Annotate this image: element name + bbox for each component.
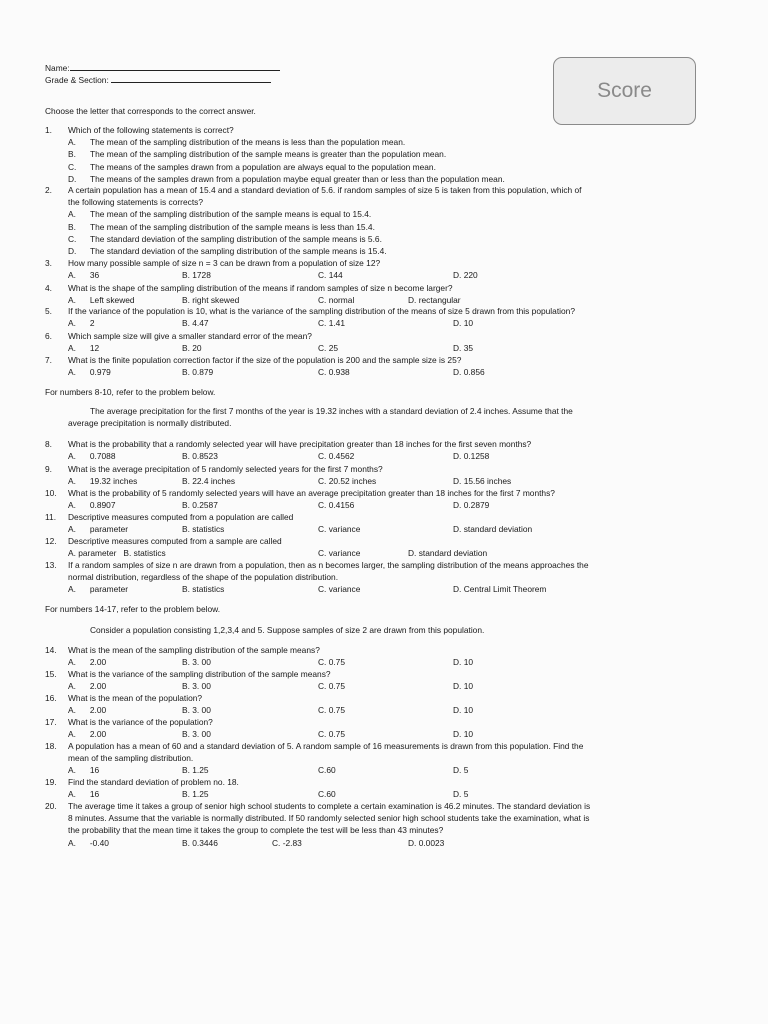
question-text: What is the average precipitation of 5 randomly selected years for the first 7 months? [68, 464, 383, 474]
answer-choice[interactable]: B. statistics [182, 584, 225, 595]
question-number: 11. [45, 512, 57, 522]
answer-choice[interactable]: B. 0.879 [182, 367, 214, 378]
answer-choice[interactable]: B. 1.25 [182, 789, 209, 800]
name-field [45, 61, 280, 73]
question-text: Find the standard deviation of problem no. 18. [68, 777, 239, 787]
answer-choice[interactable]: A. 2.00 [68, 705, 107, 716]
option-letter: D. [68, 246, 77, 256]
question-text: A population has a mean of 60 and a standard deviation of 5. A random sample of 16 measurements is drawn from this population. Find the [68, 741, 584, 751]
option-text[interactable]: The means of the samples drawn from a population maybe equal greater than or less than the population mean. [90, 173, 505, 184]
answer-choice[interactable]: B. 0.2587 [182, 500, 218, 511]
answer-choice[interactable]: D. 10 [453, 705, 474, 716]
answer-choice[interactable]: A. 2 [68, 318, 95, 329]
answer-choice[interactable]: A. Left skewed [68, 295, 135, 306]
answer-choice[interactable]: D. 5 [453, 789, 469, 800]
answer-choice[interactable]: A. 19.32 inches [68, 476, 138, 487]
answer-choice[interactable]: C. variance [318, 524, 361, 535]
question-number: 12. [45, 536, 57, 546]
question-number: 15. [45, 669, 57, 679]
instructions: Choose the letter that corresponds to the correct answer. [45, 106, 256, 116]
answer-choice[interactable]: B. right skewed [182, 295, 240, 306]
answer-choice[interactable]: A. parameter B. statistics [68, 548, 166, 559]
question-text: Which sample size will give a smaller standard error of the mean? [68, 331, 312, 341]
score-box [553, 57, 696, 125]
answer-choice[interactable]: D. 15.56 inches [453, 476, 512, 487]
answer-choice[interactable]: C. normal [318, 295, 355, 306]
answer-choice[interactable]: D. 0.2879 [453, 500, 490, 511]
answer-choice[interactable]: C. 0.75 [318, 681, 346, 692]
question-number: 5. [45, 306, 52, 316]
question-number: 13. [45, 560, 57, 570]
answer-choice[interactable]: A. 0.979 [68, 367, 111, 378]
question-text: What is the probability that a randomly selected year will have precipitation greater than 18 inches for the first seven months? [68, 439, 532, 449]
answer-choice[interactable]: A. -0.40 [68, 837, 109, 848]
answer-choice[interactable]: C. variance [318, 548, 361, 559]
answer-choice[interactable]: D. 10 [453, 681, 474, 692]
answer-choice[interactable]: C. 0.75 [318, 705, 346, 716]
answer-choice[interactable]: B. 22.4 inches [182, 476, 236, 487]
option-letter: A. [68, 209, 76, 220]
answer-choice[interactable]: C.60 [318, 765, 336, 776]
answer-choice[interactable]: D. 0.0023 [408, 837, 445, 848]
option-text[interactable]: The mean of the sampling distribution of the sample means is greater than the population mean. [90, 149, 447, 160]
question-text: What is the mean of the population? [68, 693, 203, 703]
answer-choice[interactable]: D. 5 [453, 765, 469, 776]
answer-choice[interactable]: D. 0.856 [453, 367, 485, 378]
question-text: A certain population has a mean of 15.4 and a standard deviation of 5.6. if random samples of size 5 is taken from this population, which of [68, 185, 582, 195]
name-blank[interactable] [70, 61, 280, 71]
answer-choice[interactable]: A. 2.00 [68, 681, 107, 692]
question-number: 8. [45, 439, 52, 449]
question-text: What is the mean of the sampling distribution of the sample means? [68, 645, 320, 655]
answer-choice[interactable]: C. 0.75 [318, 729, 346, 740]
answer-choice[interactable]: B. 0.3446 [182, 837, 218, 848]
question-number: 17. [45, 717, 57, 727]
question-number: 18. [45, 741, 57, 751]
option-text[interactable]: The mean of the sampling distribution of the sample means is less than 15.4. [90, 221, 375, 232]
grade-section-label: Grade & Section: [45, 75, 109, 85]
grade-section-blank[interactable] [111, 73, 271, 83]
answer-choice[interactable]: C. 0.4156 [318, 500, 355, 511]
answer-choice[interactable]: C. 0.938 [318, 367, 350, 378]
question-text: What is the shape of the sampling distribution of the means if random samples of size n become larger? [68, 283, 453, 293]
option-text[interactable]: The standard deviation of the sampling distribution of the sample means is 5.6. [90, 233, 382, 244]
question-number: 10. [45, 488, 57, 498]
question-number: 16. [45, 693, 57, 703]
problem-1-text-cont: average precipitation is normally distributed. [68, 418, 232, 428]
answer-choice[interactable]: D. rectangular [408, 295, 461, 306]
answer-choice[interactable]: B. 4.47 [182, 318, 209, 329]
question-number: 1. [45, 125, 52, 135]
question-number: 20. [45, 801, 57, 811]
name-label: Name: [45, 63, 70, 73]
problem-1-text: The average precipitation for the first 7 months of the year is 19.32 inches with a standard deviation of 2.4 inches. Assume that the [90, 406, 573, 416]
question-text: Descriptive measures computed from a sample are called [68, 536, 282, 546]
answer-choice[interactable]: D. standard deviation [408, 548, 488, 559]
option-text[interactable]: The mean of the sampling distribution of the sample means is equal to 15.4. [90, 209, 372, 220]
question-text: normal distribution, regardless of the shape of the population distribution. [68, 572, 339, 583]
answer-choice[interactable]: B. 20 [182, 343, 202, 354]
option-text[interactable]: The standard deviation of the sampling distribution of the sample means is 15.4. [90, 246, 387, 256]
question-number: 7. [45, 355, 52, 365]
answer-choice[interactable]: B. 3. 00 [182, 729, 211, 740]
question-text: mean of the sampling distribution. [68, 753, 194, 764]
answer-choice[interactable]: B. 1728 [182, 270, 211, 281]
answer-choice[interactable]: A. 0.8907 [68, 500, 116, 511]
question-text: What is the variance of the sampling distribution of the sample means? [68, 669, 331, 679]
option-letter: C. [68, 161, 77, 172]
question-text: Descriptive measures computed from a population are called [68, 512, 294, 522]
answer-choice[interactable]: C. 25 [318, 343, 339, 354]
question-text: What is the finite population correction factor if the size of the population is 200 and the sample size is 25? [68, 355, 462, 365]
question-text: The average time it takes a group of senior high school students to complete a certain examination is 46.2 minutes. The standard deviation is [68, 801, 591, 811]
answer-choice[interactable]: C. -2.83 [272, 837, 302, 848]
answer-choice[interactable]: A. 12 [68, 343, 100, 354]
answer-choice[interactable]: B. 3. 00 [182, 705, 211, 716]
problem-2-lead: For numbers 14-17, refer to the problem below. [45, 604, 221, 614]
problem-1-lead: For numbers 8-10, refer to the problem below. [45, 387, 216, 397]
answer-choice[interactable]: B. statistics [182, 524, 225, 535]
option-letter: B. [68, 221, 76, 232]
answer-choice[interactable]: D. 220 [453, 270, 478, 281]
answer-choice[interactable]: C. 0.4562 [318, 451, 355, 462]
question-number: 2. [45, 185, 52, 195]
answer-choice[interactable]: D. 35 [453, 343, 474, 354]
answer-choice[interactable]: B. 1.25 [182, 765, 209, 776]
option-text[interactable]: The means of the samples drawn from a population are always equal to the population mean. [90, 161, 436, 172]
answer-choice[interactable]: A. 36 [68, 270, 100, 281]
answer-choice[interactable]: D. 10 [453, 318, 474, 329]
answer-choice[interactable]: D. 0.1258 [453, 451, 490, 462]
answer-choice[interactable]: A. 16 [68, 789, 100, 800]
question-number: 14. [45, 645, 57, 655]
question-text: the following statements is corrects? [68, 197, 203, 208]
question-text: Which of the following statements is correct? [68, 125, 234, 135]
question-text: the probability that the mean time it takes the group to complete the test will be less than 43 minutes? [68, 825, 444, 836]
question-number: 4. [45, 283, 52, 293]
answer-choice[interactable]: A. parameter [68, 524, 129, 535]
question-number: 3. [45, 258, 52, 268]
answer-choice[interactable]: D. Central Limit Theorem [453, 584, 547, 595]
option-letter: A. [68, 137, 76, 148]
answer-choice[interactable]: B. 3. 00 [182, 681, 211, 692]
answer-choice[interactable]: A. 0.7088 [68, 451, 116, 462]
answer-choice[interactable]: A. 2.00 [68, 729, 107, 740]
score-label: Score [597, 79, 652, 102]
answer-choice[interactable]: D. 10 [453, 729, 474, 740]
answer-choice[interactable]: C.60 [318, 789, 336, 800]
answer-choice[interactable]: A. parameter [68, 584, 129, 595]
grade-section-field [45, 73, 271, 85]
answer-choice[interactable]: A. 2.00 [68, 657, 107, 668]
answer-choice[interactable]: C. 1.41 [318, 318, 346, 329]
answer-choice[interactable]: B. 0.8523 [182, 451, 218, 462]
question-text: What is the probability of 5 randomly selected years will have an average precipitation greater than 18 inches for the first 7 months? [68, 488, 555, 498]
question-text: If a random samples of size n are drawn from a population, then as n becomes larger, the sampling distribution of the means approaches the [68, 560, 589, 570]
answer-choice[interactable]: C. 20.52 inches [318, 476, 377, 487]
question-number: 19. [45, 777, 57, 787]
answer-choice[interactable]: D. 10 [453, 657, 474, 668]
question-number: 9. [45, 464, 52, 474]
question-number: 6. [45, 331, 52, 341]
option-letter: B. [68, 149, 76, 160]
answer-choice[interactable]: C. 0.75 [318, 657, 346, 668]
question-text: 8 minutes. Assume that the variable is normally distributed. If 50 randomly selected senior high school students take the examination, what is [68, 813, 590, 824]
answer-choice[interactable]: D. standard deviation [453, 524, 533, 535]
answer-choice[interactable]: A. 16 [68, 765, 100, 776]
problem-2-text: Consider a population consisting 1,2,3,4 and 5. Suppose samples of size 2 are drawn from this population. [90, 625, 485, 635]
answer-choice[interactable]: C. 144 [318, 270, 343, 281]
option-letter: D. [68, 173, 77, 184]
option-text[interactable]: The mean of the sampling distribution of the means is less than the population mean. [90, 137, 406, 148]
answer-choice[interactable]: B. 3. 00 [182, 657, 211, 668]
question-text: If the variance of the population is 10, what is the variance of the sampling distribution of the means of size 5 drawn from this population? [68, 306, 575, 316]
answer-choice[interactable]: C. variance [318, 584, 361, 595]
question-text: What is the variance of the population? [68, 717, 213, 727]
question-text: How many possible sample of size n = 3 can be drawn from a population of size 12? [68, 258, 381, 268]
option-letter: C. [68, 233, 77, 244]
